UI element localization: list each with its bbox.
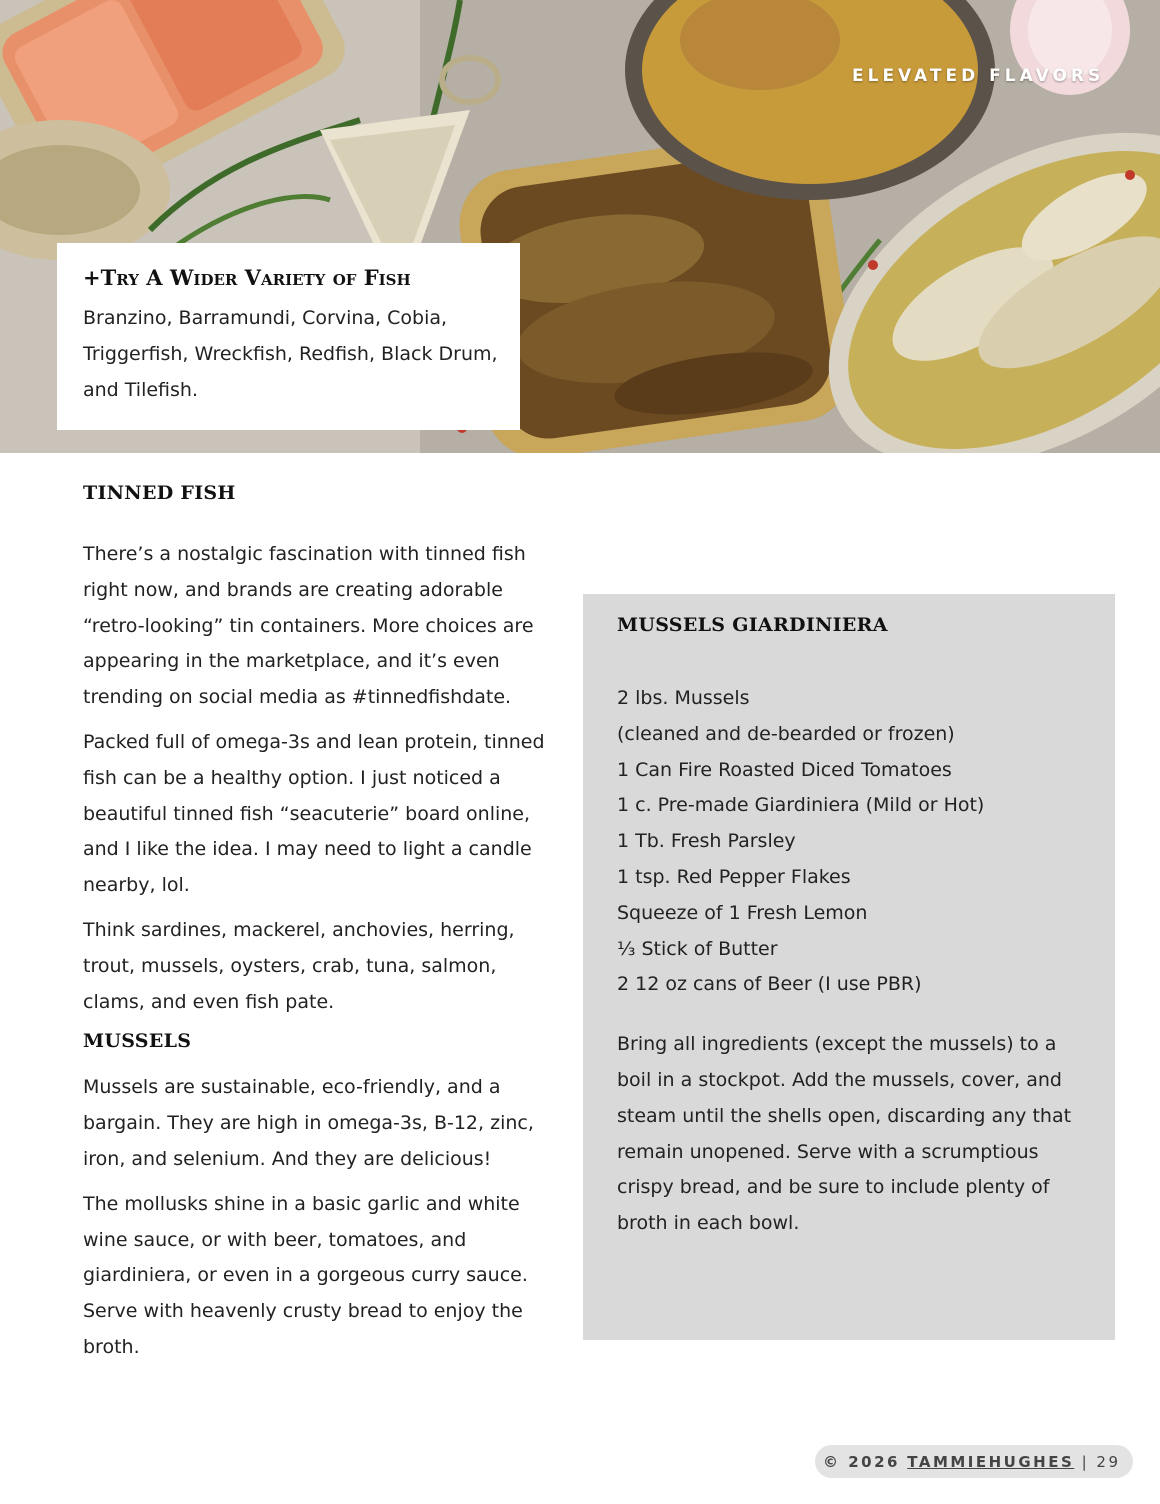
tinned-fish-paragraph: Think sardines, mackerel, anchovies, herring, trout, mussels, oysters, crab, tuna, salmon, clams, and even fish pate. <box>83 918 515 1013</box>
copyright-text: © 2026 <box>823 1452 900 1471</box>
tinned-fish-heading: TINNED FISH <box>83 482 236 504</box>
hero-image <box>0 0 1160 453</box>
ingredient-item: Squeeze of 1 Fresh Lemon <box>617 901 868 924</box>
ingredient-item: (cleaned and de-bearded or frozen) <box>617 722 955 745</box>
mussels-paragraph: The mollusks shine in a basic garlic and white wine sauce, or with beer, tomatoes, and giardiniera, or even in a gorgeous curry sauce. Serve with heavenly crusty bread to enjoy the broth. <box>83 1192 528 1358</box>
tinned-fish-paragraph: Packed full of omega-3s and lean protein, tinned fish can be a healthy option. I just noticed a beautiful tinned fish “seacuterie” board online, and I like the idea. I may need to light a candle nearby, lol. <box>83 730 545 897</box>
tip-box <box>57 243 520 430</box>
ingredient-item: 2 lbs. Mussels <box>617 687 750 709</box>
ingredient-item: ⅓ Stick of Butter <box>617 937 778 960</box>
tinned-fish-paragraph: There’s a nostalgic fascination with tinned fish right now, and brands are creating adorable “retro-looking” tin containers. More choices are appearing in the marketplace, and it’s even trending on social media as #tinnedfishdate. <box>83 543 534 709</box>
recipe-title: MUSSELS GIARDINIERA <box>617 614 888 636</box>
page-number: 29 <box>1096 1452 1121 1471</box>
ingredient-item: 1 tsp. Red Pepper Flakes <box>617 865 851 888</box>
recipe-instructions: Bring all ingredients (except the mussels) to a boil in a stockpot. Add the mussels, cover, and steam until the shells open, discarding any that remain unopened. Serve with a scrumptious crispy bread, and be sure to include plenty of broth in each bowl. <box>617 1033 1072 1235</box>
article-column <box>83 482 545 1366</box>
page-footer <box>815 1445 1133 1478</box>
section-label: ELEVATED FLAVORS <box>852 66 1105 86</box>
ingredient-list <box>617 681 1095 1003</box>
ingredient-item: 1 c. Pre-made Giardiniera (Mild or Hot) <box>617 794 985 817</box>
mussels-paragraph: Mussels are sustainable, eco-friendly, and a bargain. They are high in omega-3s, B-12, zinc, iron, and selenium. And they are delicious! <box>83 1076 534 1170</box>
tip-title: +Try A Wider Variety of Fish <box>83 265 411 290</box>
footer-separator: | <box>1081 1452 1090 1471</box>
author-link[interactable]: TAMMIEHUGHES <box>907 1452 1075 1471</box>
ingredient-item: 1 Tb. Fresh Parsley <box>617 830 796 853</box>
ingredient-item: 1 Can Fire Roasted Diced Tomatoes <box>617 758 952 781</box>
mussels-heading: MUSSELS <box>83 1030 192 1053</box>
tip-body: Branzino, Barramundi, Corvina, Cobia, Triggerfish, Wreckfish, Redfish, Black Drum, and Tilefish. <box>83 307 498 401</box>
recipe-box <box>583 594 1115 1340</box>
ingredient-item: 2 12 oz cans of Beer (I use PBR) <box>617 973 922 996</box>
